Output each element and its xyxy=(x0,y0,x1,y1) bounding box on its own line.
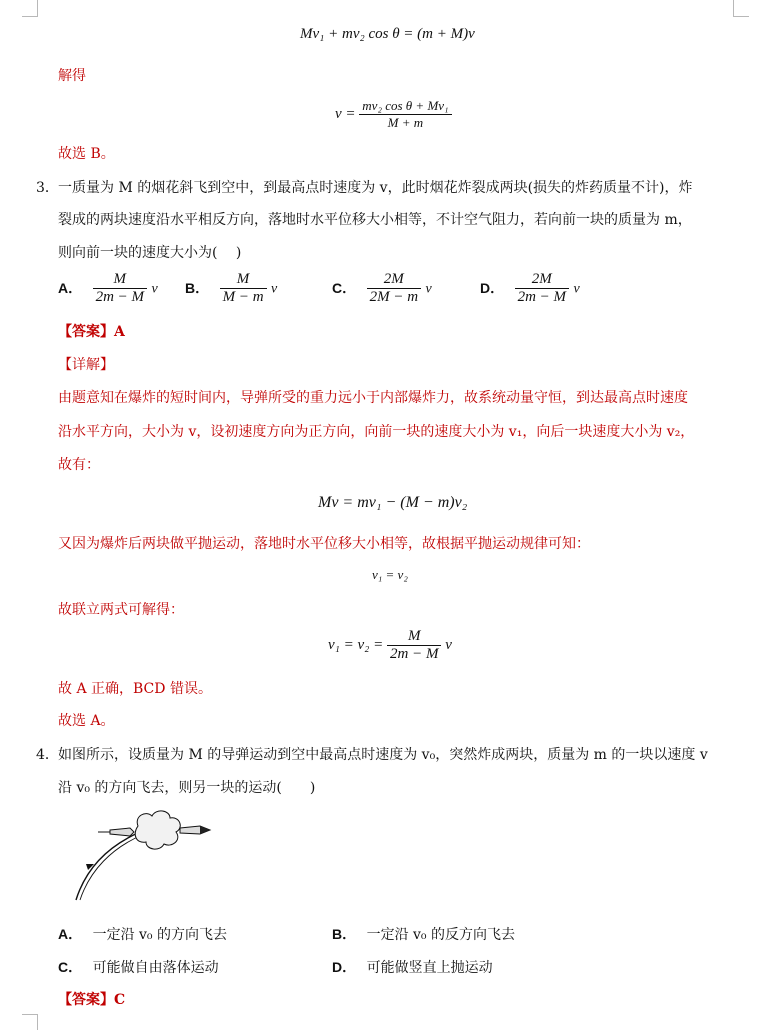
q3-option-b-num: M xyxy=(236,271,250,287)
q3-conclusion1: 故 A 正确，BCD 错误。 xyxy=(58,681,212,697)
front-fragment-tip xyxy=(200,826,210,834)
q4-option-b-text: 一定沿 v₀ 的反方向飞去 xyxy=(366,927,515,943)
q3-option-d-tail: v xyxy=(573,281,580,297)
q3-detail-line4: 又因为爆炸后两块做平抛运动，落地时水平位移大小相等，故根据平抛运动规律可知： xyxy=(58,536,590,552)
q3-detail-line3: 故有： xyxy=(58,457,100,473)
q3-option-d-num: 2M xyxy=(531,271,552,287)
explosion-cloud xyxy=(135,811,180,849)
crop-mark-bottom-left-h xyxy=(22,1014,38,1015)
q3-momentum-equation: Mv = mv₁ − (M − m)v₂ xyxy=(318,494,468,511)
q3-line1: 一质量为 M 的烟花斜飞到空中，到最高点时速度为 v，此时烟花炸裂成两块(损失的炸药质量不计)，炸 xyxy=(58,180,693,196)
q3-option-a-num: M xyxy=(113,271,127,287)
crop-mark-top-right-v xyxy=(733,0,734,16)
q4-option-a[interactable] xyxy=(58,924,227,944)
velocity-fraction xyxy=(359,98,451,131)
q4-option-a-label: A． xyxy=(58,926,83,942)
q3-result-equation xyxy=(328,628,452,663)
q3-option-b-den: M − m xyxy=(220,288,267,306)
q3-result-tail: v xyxy=(445,637,452,653)
q3-option-c-label: C． xyxy=(332,279,357,296)
q4-option-c[interactable] xyxy=(58,957,219,977)
q3-option-b-label: B． xyxy=(185,279,210,296)
q3-option-c-tail: v xyxy=(425,281,432,297)
q3-option-a-label: A． xyxy=(58,279,83,296)
q4-option-b[interactable] xyxy=(332,924,515,944)
q4-option-a-text: 一定沿 v₀ 的方向飞去 xyxy=(92,927,227,943)
q3-option-d-den: 2m − M xyxy=(515,288,569,306)
q4-option-d-label: D． xyxy=(332,959,357,975)
q4-option-b-label: B． xyxy=(332,926,357,942)
q3-detail-line5: 故联立两式可解得： xyxy=(58,602,184,618)
velocity-fraction-num: mv₂ cos θ + Mv₁ xyxy=(362,98,449,113)
q3-option-c-num: 2M xyxy=(383,271,404,287)
q3-result-num: M xyxy=(407,628,421,644)
velocity-fraction-den: M + m xyxy=(359,114,451,131)
q3-line2: 裂成的两块速度沿水平相反方向，落地时水平位移大小相等，不计空气阻力，若向前一块的质量为 m， xyxy=(58,212,692,228)
crop-mark-top-left-h xyxy=(22,16,38,17)
jiede-label: 解得 xyxy=(58,68,86,84)
q3-number: 3． xyxy=(36,180,59,196)
q3-line3: 则向前一块的速度大小为( ) xyxy=(58,245,242,261)
q3-option-d-frac xyxy=(515,271,569,306)
q4-option-d-text: 可能做竖直上抛运动 xyxy=(366,960,493,976)
q3-option-b[interactable] xyxy=(185,271,277,306)
q4-answer: 【答案】C xyxy=(58,992,126,1008)
q4-option-c-label: C． xyxy=(58,959,83,975)
q3-option-d[interactable] xyxy=(480,271,580,306)
q4-option-c-text: 可能做自由落体运动 xyxy=(92,960,219,976)
q3-result-fraction xyxy=(387,628,441,663)
q3-detail-line2: 沿水平方向，大小为 v，设初速度方向为正方向，向前一块的速度大小为 v₁，向后一块速度大小为 v₂， xyxy=(58,424,695,440)
velocity-equation-lhs: v = xyxy=(335,106,356,122)
q3-equal-equation: v₁ = v₂ xyxy=(372,567,408,582)
crop-mark-bottom-left-v xyxy=(37,1014,38,1030)
q4-option-d[interactable] xyxy=(332,957,493,977)
q3-conclusion2: 故选 A。 xyxy=(58,713,115,729)
trajectory-curve xyxy=(76,832,140,900)
q3-option-d-label: D． xyxy=(480,279,505,296)
q4-number: 4． xyxy=(36,747,59,763)
q3-detail-tag: 【详解】 xyxy=(58,357,114,373)
q3-result-den: 2m − M xyxy=(387,645,441,663)
q3-option-c[interactable] xyxy=(332,271,432,306)
q3-option-b-tail: v xyxy=(270,281,278,297)
q4-line1: 如图所示，设质量为 M 的导弹运动到空中最高点时速度为 v₀，突然炸成两块，质量为 m 的一块以速度 v xyxy=(58,747,708,763)
q3-option-c-frac xyxy=(367,271,421,306)
velocity-equation xyxy=(335,98,452,131)
q3-answer: 【答案】A xyxy=(58,324,125,340)
q4-line2: 沿 v₀ 的方向飞去，则另一块的运动( ) xyxy=(58,780,316,796)
q3-option-a-tail: v xyxy=(151,281,158,297)
q3-detail-line1: 由题意知在爆炸的短时间内，导弹所受的重力远小于内部爆炸力，故系统动量守恒，到达最高点时速度 xyxy=(58,390,688,406)
rear-fragment xyxy=(110,828,134,836)
q3-option-a-den: 2m − M xyxy=(93,288,147,306)
q3-option-a-frac xyxy=(93,271,147,306)
q3-option-a[interactable] xyxy=(58,271,158,306)
q3-option-b-frac xyxy=(220,271,267,306)
missile-explosion-figure xyxy=(68,808,218,908)
prev-conclusion: 故选 B。 xyxy=(58,146,115,162)
q3-result-lhs: v₁ = v₂ = xyxy=(328,637,384,653)
q3-option-c-den: 2M − m xyxy=(367,288,421,306)
crop-mark-top-right-h xyxy=(733,16,749,17)
crop-mark-top-left-v xyxy=(37,0,38,16)
top-equation: Mv₁ + mv₂ cos θ = (m + M)v xyxy=(300,26,475,42)
